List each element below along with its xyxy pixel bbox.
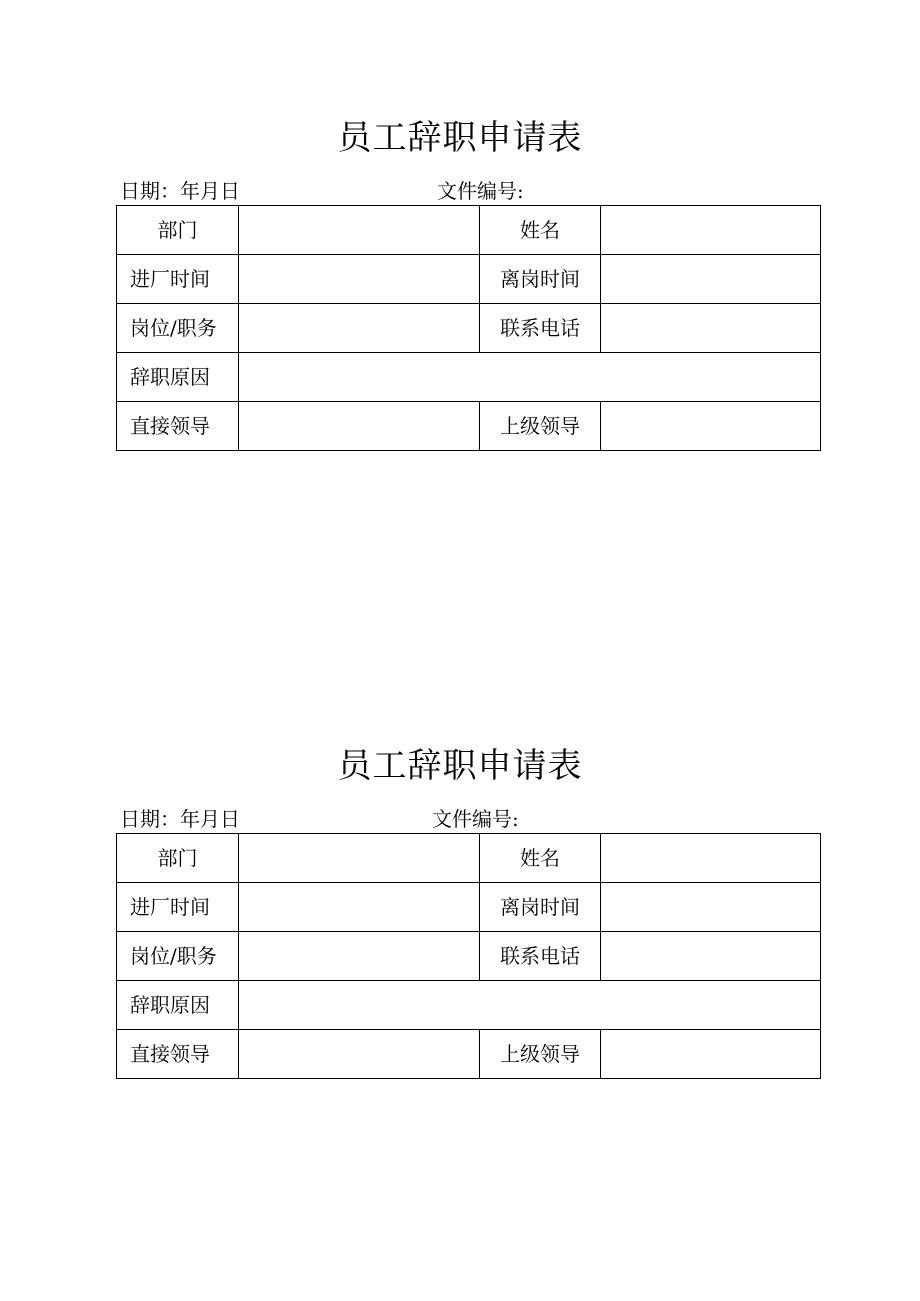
reason-field[interactable] <box>239 353 821 402</box>
resignation-form-1 <box>0 110 920 510</box>
direct-leader-field[interactable] <box>239 402 480 451</box>
leave-time-label: 离岗时间 <box>480 883 601 932</box>
join-time-field[interactable] <box>239 883 480 932</box>
name-label: 姓名 <box>480 834 601 883</box>
table-row <box>117 1030 821 1079</box>
table-row <box>117 981 821 1030</box>
leave-time-label: 离岗时间 <box>480 255 601 304</box>
join-time-field[interactable] <box>239 255 480 304</box>
reason-label: 辞职原因 <box>117 353 239 402</box>
table-row <box>117 353 821 402</box>
form-title: 员工辞职申请表 <box>337 746 583 786</box>
direct-leader-label: 直接领导 <box>117 402 239 451</box>
table-row <box>117 883 821 932</box>
document-number-label: 文件编号: <box>437 179 524 203</box>
join-time-label: 进厂时间 <box>117 883 239 932</box>
name-label: 姓名 <box>480 206 601 255</box>
reason-label: 辞职原因 <box>117 981 239 1030</box>
superior-leader-label: 上级领导 <box>480 402 601 451</box>
department-field[interactable] <box>239 206 480 255</box>
department-label: 部门 <box>117 206 239 255</box>
table-row <box>117 304 821 353</box>
table-row <box>117 206 821 255</box>
document-number-label: 文件编号: <box>432 807 519 831</box>
name-field[interactable] <box>601 206 821 255</box>
resignation-table <box>116 205 821 451</box>
join-time-label: 进厂时间 <box>117 255 239 304</box>
phone-label: 联系电话 <box>480 932 601 981</box>
phone-field[interactable] <box>601 932 821 981</box>
date-label: 日期：年月日 <box>120 179 240 203</box>
resignation-table <box>116 833 821 1079</box>
table-row <box>117 932 821 981</box>
position-field[interactable] <box>239 304 480 353</box>
table-row <box>117 255 821 304</box>
superior-leader-field[interactable] <box>601 402 821 451</box>
position-label: 岗位/职务 <box>117 932 239 981</box>
table-row <box>117 402 821 451</box>
leave-time-field[interactable] <box>601 883 821 932</box>
department-field[interactable] <box>239 834 480 883</box>
phone-label: 联系电话 <box>480 304 601 353</box>
form-title: 员工辞职申请表 <box>337 118 583 158</box>
phone-field[interactable] <box>601 304 821 353</box>
table-row <box>117 834 821 883</box>
direct-leader-field[interactable] <box>239 1030 480 1079</box>
resignation-form-2 <box>0 738 920 1138</box>
date-label: 日期：年月日 <box>120 807 240 831</box>
superior-leader-field[interactable] <box>601 1030 821 1079</box>
reason-field[interactable] <box>239 981 821 1030</box>
name-field[interactable] <box>601 834 821 883</box>
superior-leader-label: 上级领导 <box>480 1030 601 1079</box>
position-label: 岗位/职务 <box>117 304 239 353</box>
direct-leader-label: 直接领导 <box>117 1030 239 1079</box>
position-field[interactable] <box>239 932 480 981</box>
leave-time-field[interactable] <box>601 255 821 304</box>
department-label: 部门 <box>117 834 239 883</box>
